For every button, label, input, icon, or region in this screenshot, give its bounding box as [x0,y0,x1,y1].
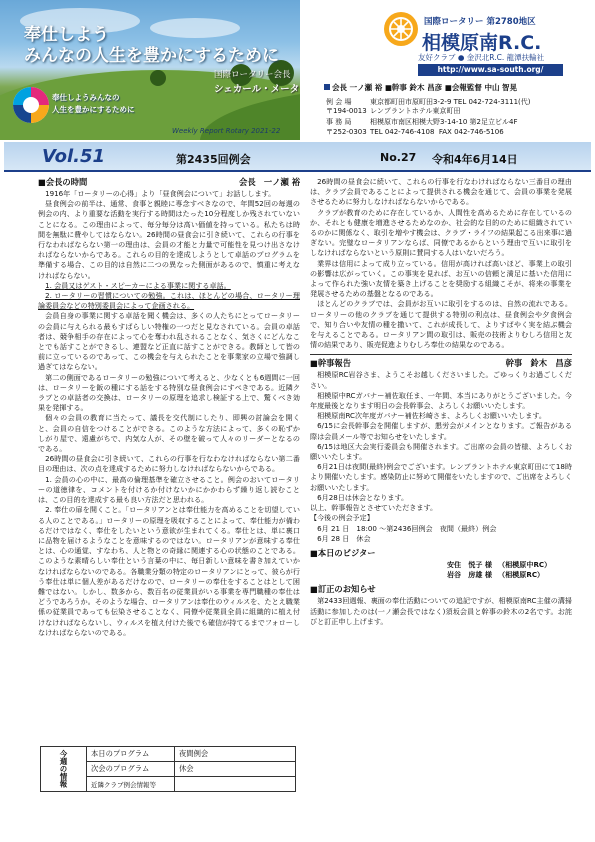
paragraph: 個々の会員の教育に当たって、議長を交代制にしたり、即興の討論会を開くと、会員の自信をつけることができる。このような方法によって、多くの恥ずかしがり屋で、遠慮がちで、内気な人が、その壁を破って人々のリーダーとなるのである。 [38,413,300,454]
table-cell-label: 次会のプログラム [87,762,175,777]
table-cell-value [175,777,296,792]
issue-number: No.27 [380,151,417,164]
rotary-wheel-icon [382,10,420,48]
schedule-item: 6月 21 日 18:00 〜第2436回例会 夜間（最終）例会 [317,523,497,533]
paragraph: 昼食例会の前半は、通常、食事と親睦に専念すべきなので、年間52回の毎週の例会の内、より重要な活動を実行する時間はたった10分程度しか残されていないことになる。この理由によって、毎分毎分は高い価値を持っている。私たちは時間を無駄に費やしてはならない。26時間の昼食会に引き続いて、これらの行事を行なわればならない第一の理由は、会員の才能と力量で可能性を見つけ出さなければならないからである。これらの目的を達成しようとして卓話のプログラムを準備する場合、この目的は自然に二つの異なった側面があるので、慎重に考えなければならない。 [38,199,300,280]
visitor-row [310,560,572,570]
list-item: 1. 会員又はゲスト・スピーカーによる事業に関する卓話。 [45,280,231,290]
paragraph: 会員自身の事業に関する卓話を聞く機会は、多くの人たちにとってロータリーの会員に与えられる最もすばらしい特権の一つだと見なされている。会員の卓話者は、競争相手の存在によって心を奪われ乱されることなく、気さくにどんなことでも話すことができるし、連盟など正直に話すことができる。教師として皆の前に立っているのであって、この機会を与えられたことを事業家の立場で強調し過ぎてはならない。 [38,311,300,372]
meeting-zip: 〒194-0013 [326,107,367,115]
schedule-title: 【今後の例会予定】 [310,513,374,523]
theme-caption: 国際ロータリー会長 [214,70,291,80]
club-url-link[interactable]: http://www.sa-south.org/ [418,64,563,76]
paragraph: 相模原中RCガバナー補佐取任ま、一年間、本当にありがとうございました。今年度最後となります明日の会長幹事会、よろしくお願いいたします。 [310,390,572,411]
list-item: 2. 奉仕の扉を開くこと。「ロータリアンとは奉仕能力を高めることを切望している人のことである。」ロータリーの原理を吸収することによって、奉仕能力が備わるだけではなく、奉仕をしたいという意欲が生まれてくる。奉仕とは、単に裏口に品物を届けるようなことを意味するのではない。ロータリアンが意味する奉仕とは、心の通覚、すなわち、人と物との奇縁に関連する心の状態のことである。このような素晴らしい奉仕という言葉の中に、毎日新しい意味を書き加えていかなければならないのである。各職業分類の特定のロータリアンにとって、彼らが行う奉仕は単に個人差があるだけなので、ロータリーの奉仕をすることはとして困難ではない。しかし、数多から、数百名の従業員がいる事業を専門職種の奉仕はどうであろうか。そのような場合、ロータリアンは奉仕のウィルスを、たとえ職業係の従業員であっても伝染させることなく、同僚や従業員全員に組織的に植え付けなければならないし、ウィルスを植え付けた後でも確信が持てるまでフォローしなければならないのである。 [38,505,300,637]
weekly-info-table [40,746,296,792]
president-section-header [38,177,300,188]
info-side-label: 今週の情報 [41,747,87,792]
meeting-number: 第2435回例会 [176,153,251,166]
paragraph: 以上、幹事報告とさせていただきます。 [310,503,438,513]
meeting-venue: レンブラントホテル東京町田 [370,107,461,115]
table-cell-value: 休会 [175,762,296,777]
list-item: 2. ロータリーの習慣についての勉強。これは、ほとんどの場合、ロータリー理論委員会などの特別委員会によって企画される。 [38,291,300,311]
correction-section-header [310,584,572,595]
office-row [326,117,517,127]
paragraph: 1916年「ロータリーの心得」より「昼食例会について」お話しします。 [45,189,276,198]
section-title: ■訂正のお知らせ [310,584,376,595]
visitor-row [310,570,572,580]
secretary-section-header [310,358,572,369]
paragraph: 6/15に会長幹事会を開催しますが、懇労会がメインとなります。ご報告がある際は会員メール等でお知らせをいたします。 [310,421,572,441]
square-bullet-icon [324,84,330,90]
weekly-report-label: Weekly Report Rotary 2021-22 [172,127,281,135]
club-name: 相模原南R.C. [422,32,542,54]
officers-line [324,82,517,93]
meeting-venue-row [326,106,460,116]
paragraph: 相模原南RC次年度ガバナー補佐杉崎さま、よろしくお願いいたします。 [317,411,546,421]
slogan-line1: 奉仕しよう [24,25,109,45]
office-address: 相模原市南区相模大野3-14-10 第2足立ビル4F [370,118,518,126]
office-fax: FAX 042-746-5106 [438,128,504,136]
logo-text-line2: 人生を豊かにするために [52,105,135,114]
theme-logo [4,86,154,138]
district-label: 国際ロータリー 第2780地区 [424,17,536,27]
paragraph: 6/15は地区大会実行委員会も開催されます。ご出席の会員の皆様、よろしくお願いいたします。 [310,441,572,462]
paragraph: 26時間の昼食会に引き続いて、これらの行事を行なわなければならない第二番目の理由は、次の点を達成するために努力しなければならないからである。 [38,454,300,474]
volume-number: Vol.51 [42,146,106,167]
office-contact-row [326,127,504,137]
theme-president-name: シェカール・メータ [214,84,300,95]
section-author: 会長 一ノ瀬 裕 [239,177,300,187]
paragraph: 相模原RC岩谷さま、ようこそお越しくださいました。ごゆっくりお過ごしください。 [310,370,572,390]
paragraph: 26時間の昼食会に続いて、これらの行事を行なわければならない三番目の理由は、クラブ会員であることによって提供される機会を通じて、会員の事業を発展させるために努力しなければならないからである。 [310,177,572,207]
section-author: 幹事 鈴木 昌彦 [505,358,572,369]
logo-text-line1: 奉仕しようみんなの [52,93,120,102]
paragraph: 第2433回週報、裏面の奉仕活動についての追記ですが、相模原南RC主催の溝掃活動に参加したのは(一ノ瀬会長ではなく)須坂会員と幹事の鈴木の2名です。お詫びと訂正申し上げます。 [310,596,572,626]
paragraph: ほとんどのクラブでは、会員がお互いに取引をするのは、自然の流れである。ロータリーの他のクラブを通じて提供する特別の利点は、昼食例会や夕食例会で、知り合いや友情の種を撒いて、これが成長して、よりすばやく実を結ぶ機会を与えることである。ロータリアン間の取引は、販売の技術よりむしろ信用と友情の結果であり、販売促進よりむしろ奉仕の結果なのである。 [310,299,572,350]
paragraph: 6月28日は休会となります。 [317,492,409,502]
office-label: 事 務 局 [326,118,352,126]
visitor-club: （相模原中RC） [498,559,552,569]
office-zip: 〒252-0303 [326,128,367,136]
visitor-name: 岩谷 房雄 様 [446,570,492,580]
section-title: ■本日のビジター [310,547,376,558]
divider [310,354,572,355]
tree-shape [150,70,166,86]
meeting-place-address: 東京都町田市原町田3-2-9 TEL 042-724-3111(代) [370,98,531,106]
visitors-section-header [310,548,572,559]
paragraph: 業界は信用によって成り立っている。信用が高ければ高いほど、事業上の取引の影響は広がっていく。この事実を見れば、お互いの信頼と満足に基いた信用によって作られた強い友情を築き上げることを奨励する組織こそが、将来の事業を発展させるための基盤となるのである。 [310,258,572,299]
section-title: ■幹事報告 [310,358,352,369]
left-column [38,177,300,725]
slogan-line2: みんなの人生を豊かにするために [24,46,279,66]
table-cell-label: 近隣クラブ例会情報等 [87,777,175,792]
paragraph: 6月21日は夜間(最終)例会でございます。レンブラントホテル東京町田にて18時より開催いたします。感染防止に努めて開催をいたしますので、ご出席をよろしくお願いいたします。 [310,462,572,492]
table-row [41,747,296,762]
section-title: ■会長の時間 [38,177,88,187]
paragraph: 第二の側面であるロータリーの勉強について考えると、少なくとも6週間に一回は、ロータリーを飯の種にする話をする特別な昼食例会にすべきである。近隣クラブとの卓話者の交換は、ロータリーの原理を追求し検証する上で、驚くべき効果を発揮する。 [38,372,300,413]
list-item: 1. 会員の心の中に、最高の倫理基準を確立させること。例会のおいてロータリーの道徳律を、コメントを付けるか付けないかにかかわらず繰り返し読むことは、この目的を達成する最も良い方法だと思われる。 [38,474,300,505]
rotary-theme-logo-icon [12,86,50,124]
paragraph: クラブが教育のために存在しているか、人間性を高めるために存在しているのか、それとも健康を増進させるためなのか、社会的な目的のために組織されているのかに関係なく、取引を増やす機会は、クラブ・ライフの結果起こる出来事に過ぎない。完璧なロータリアンならば、同僚であるからという理由で互いに取引をしなければならないという原則に賛同する人はいないだろう。 [310,207,572,258]
right-column [310,177,572,747]
visitor-club: （相模原RC） [498,570,545,580]
table-cell-value: 夜間例会 [175,747,296,762]
cloud-shape [150,18,240,38]
schedule-item: 6月 28 日 休会 [317,533,371,543]
table-cell-label: 本日のプログラム [87,747,175,762]
visitor-name: 安住 悦子 様 [446,559,492,569]
issue-bar [4,142,591,172]
meeting-place-label: 例 会 場 [326,98,352,106]
issue-date: 令和4年6月14日 [432,153,518,166]
office-tel: TEL 042-746-4108 [370,128,435,136]
officers-text: 会長 一ノ瀬 裕 ■幹事 鈴木 昌彦 ■会報監督 中山 智晃 [332,83,518,92]
sister-clubs: 友好クラブ ● 金沢北R.C. 龍潭扶輪社 [418,53,545,62]
